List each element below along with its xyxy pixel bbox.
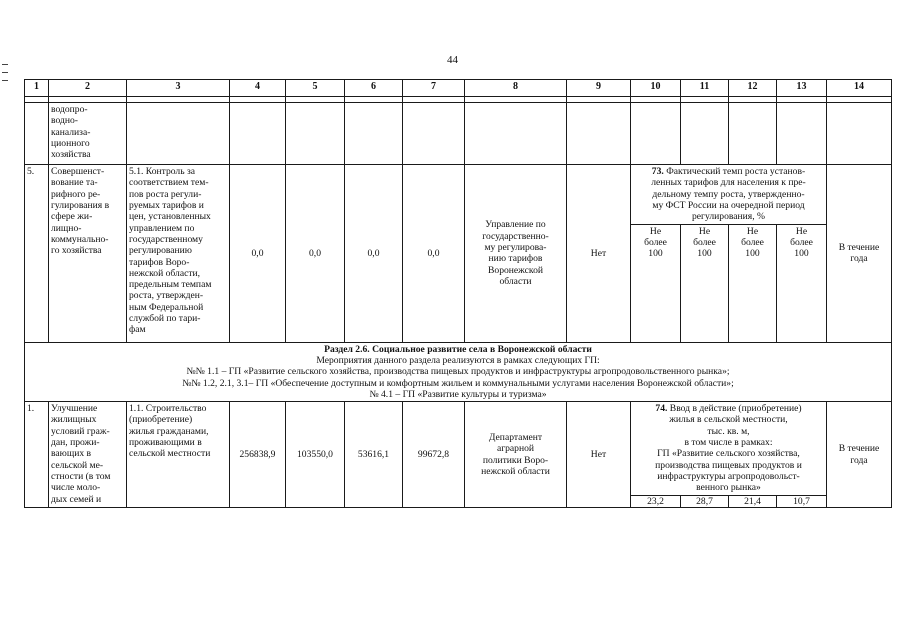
financing-cell: 256838,9 bbox=[230, 402, 286, 508]
indicator-text: Ввод в действие (приобретение) жилья в сельской местности, тыс. кв. м, в том числе в рамках: ГП «Развитие сельского хозяйства, производства пищевых продуктов и инфраструктуры агропродовольст- венного рынка» bbox=[655, 403, 802, 494]
section-line: №№ 1.2, 2.1, 3.1– ГП «Обеспечение доступным и комфортным жильем и коммунальными услугами населения Воронежской области»; bbox=[182, 377, 734, 389]
indicator-text: Фактический темп роста установ- ленных тарифов для населения к пре- дельному темпу роста, утвержденно- му ФСТ России на очередной период регулирования, % bbox=[651, 166, 806, 223]
margin-mark bbox=[2, 72, 8, 73]
section-title: Раздел 2.6. Социальное развитие села в Воронежской области bbox=[324, 343, 592, 355]
measure-cell: 1.1. Строительство (приобретение) жилья гражданами, проживающими в сельской местности bbox=[127, 402, 230, 508]
financing-cell: 0,0 bbox=[345, 165, 403, 343]
column-header: 12 bbox=[729, 80, 777, 97]
column-header: 7 bbox=[403, 80, 465, 97]
financing-cell: 0,0 bbox=[286, 165, 345, 343]
page-number: 44 bbox=[447, 54, 458, 66]
indicator-value: 10,7 bbox=[777, 496, 827, 508]
indicator-value: 21,4 bbox=[729, 496, 777, 508]
indicator-value: Не более 100 bbox=[777, 224, 827, 342]
margin-mark bbox=[2, 80, 8, 81]
section-header-row bbox=[25, 342, 892, 402]
col9-cell: Нет bbox=[567, 402, 631, 508]
column-header: 9 bbox=[567, 80, 631, 97]
financing-cell: 0,0 bbox=[403, 165, 465, 343]
indicator-title bbox=[631, 165, 827, 225]
section-line: Мероприятия данного раздела реализуются в рамках следующих ГП: bbox=[316, 354, 600, 366]
financing-cell: 103550,0 bbox=[286, 402, 345, 508]
financing-cell: 99672,8 bbox=[403, 402, 465, 508]
column-header: 6 bbox=[345, 80, 403, 97]
indicator-number: 73. bbox=[651, 166, 664, 177]
column-header: 10 bbox=[631, 80, 681, 97]
column-header: 8 bbox=[465, 80, 567, 97]
col9-cell: Нет bbox=[567, 165, 631, 343]
row-number: 1. bbox=[25, 402, 49, 508]
column-header: 11 bbox=[681, 80, 729, 97]
term-cell: В течение года bbox=[827, 402, 892, 508]
measure-cell: 5.1. Контроль за соответствием тем- пов роста регули- руемых тарифов и цен, установленных управлением по государственному регулированию тарифов Воро- нежской области, предельным темпам роста, утвержден- ным Федеральной службой по тари- фам bbox=[127, 165, 230, 343]
direction-cell: Совершенст- вование та- рифного ре- гулирования в сфере жи- лищно- коммунально- го хозяйства bbox=[49, 165, 127, 343]
column-header: 14 bbox=[827, 80, 892, 97]
indicator-value: Не более 100 bbox=[729, 224, 777, 342]
table-row-5 bbox=[25, 165, 892, 225]
plan-table bbox=[24, 79, 892, 508]
indicator-value: Не более 100 bbox=[681, 224, 729, 342]
financing-cell: 0,0 bbox=[230, 165, 286, 343]
indicator-number: 74. bbox=[655, 403, 668, 415]
column-header: 5 bbox=[286, 80, 345, 97]
indicator-value: Не более 100 bbox=[631, 224, 681, 342]
column-header: 13 bbox=[777, 80, 827, 97]
indicator-value: 23,2 bbox=[631, 496, 681, 508]
table-row-1 bbox=[25, 402, 892, 496]
financing-cell: 53616,1 bbox=[345, 402, 403, 508]
continuation-row bbox=[25, 103, 892, 165]
term-cell: В течение года bbox=[827, 165, 892, 343]
column-header: 4 bbox=[230, 80, 286, 97]
column-header: 2 bbox=[49, 80, 127, 97]
executor-cell: Департамент аграрной политики Воро- нежской области bbox=[465, 402, 567, 508]
section-line: № 4.1 – ГП «Развитие культуры и туризма» bbox=[369, 388, 547, 400]
column-header-row bbox=[25, 80, 892, 97]
indicator-value: 28,7 bbox=[681, 496, 729, 508]
section-line: №№ 1.1 – ГП «Развитие сельского хозяйства, производства пищевых продуктов и инфраструктуры агропродовольственного рынка»; bbox=[186, 366, 730, 378]
column-header: 3 bbox=[127, 80, 230, 97]
executor-cell: Управление по государственно- му регулирова- нию тарифов Воронежской области bbox=[465, 165, 567, 343]
direction-cell: Улучшение жилищных условий граж- дан, прожи- вающих в сельской ме- стности (в том числе моло- дых семей и bbox=[49, 402, 127, 508]
row-number: 5. bbox=[25, 165, 49, 343]
column-header: 1 bbox=[25, 80, 49, 97]
direction-cell: водопро- водно- канализа- ционного хозяйства bbox=[49, 103, 127, 165]
indicator-title bbox=[631, 402, 827, 496]
section-header-cell bbox=[25, 342, 892, 402]
